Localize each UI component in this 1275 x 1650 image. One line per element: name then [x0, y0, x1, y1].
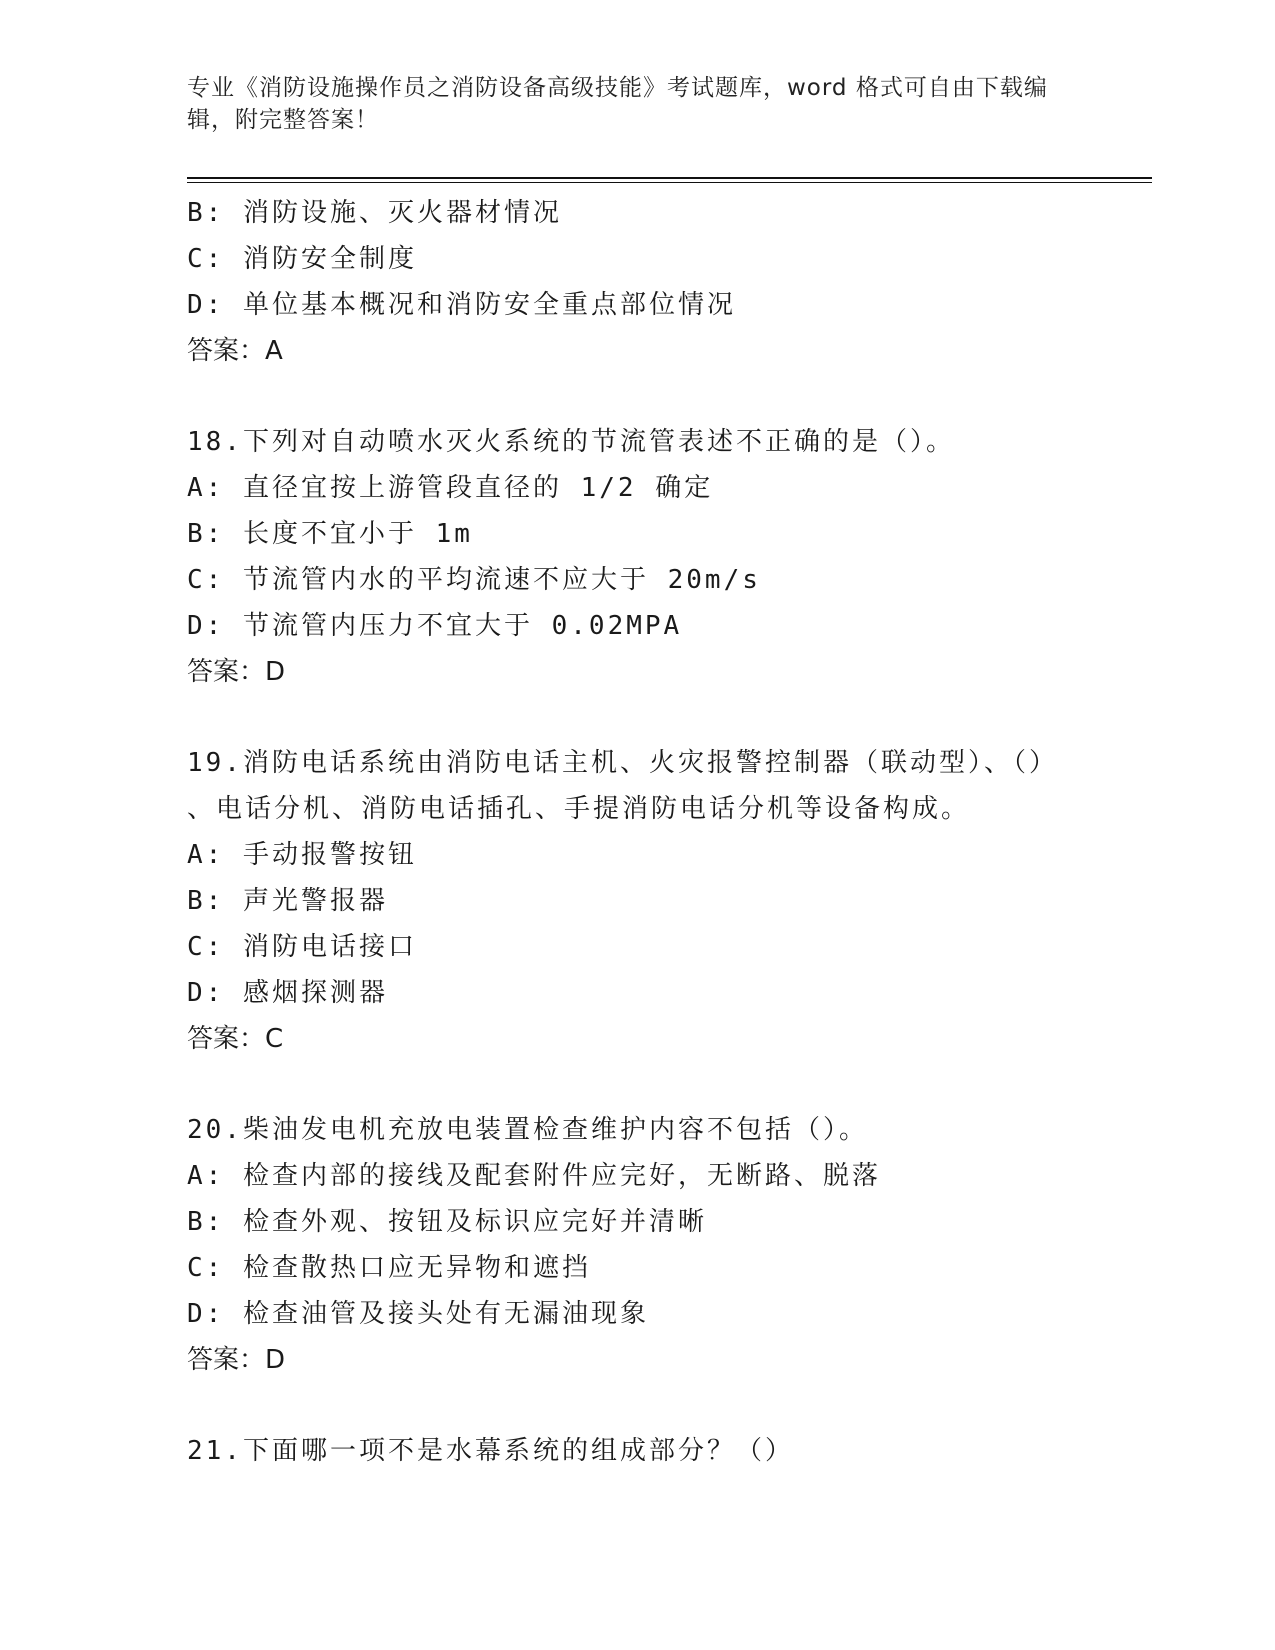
question-content [187, 190, 1152, 1474]
option-b: B: 检查外观、按钮及标识应完好并清晰 [187, 1207, 707, 1237]
question-text-line-2: 、电话分机、消防电话插孔、手提消防电话分机等设备构成。 [187, 794, 971, 824]
option-c: C: 消防电话接口 [187, 932, 417, 962]
option-d: D: 单位基本概况和消防安全重点部位情况 [187, 290, 736, 320]
option-b: B: 消防设施、灭火器材情况 [187, 198, 562, 228]
option-d: D: 节流管内压力不宜大于 0.02MPA [187, 611, 683, 641]
option-c: C: 检查散热口应无异物和遮挡 [187, 1253, 591, 1283]
header-divider-thin [187, 182, 1152, 183]
option-a: A: 检查内部的接线及配套附件应完好，无断路、脱落 [187, 1161, 881, 1191]
question-18-block [187, 419, 1152, 695]
option-a: A: 手动报警按钮 [187, 840, 417, 870]
question-text: 20.柴油发电机充放电装置检查维护内容不包括（）。 [187, 1115, 868, 1145]
question-21-block [187, 1428, 1152, 1474]
question-text: 18.下列对自动喷水灭火系统的节流管表述不正确的是（）。 [187, 427, 955, 457]
header-divider-thick [187, 177, 1152, 179]
answer: 答案：A [187, 336, 283, 366]
option-b: B: 声光警报器 [187, 886, 388, 916]
answer: 答案：C [187, 1024, 284, 1054]
question-text: 21.下面哪一项不是水幕系统的组成部分？（） [187, 1436, 794, 1466]
question-19-block [187, 740, 1152, 1062]
question-17-block [187, 190, 1152, 374]
option-c: C: 节流管内水的平均流速不应大于 20m/s [187, 565, 761, 595]
option-d: D: 感烟探测器 [187, 978, 388, 1008]
question-text-line-1: 19.消防电话系统由消防电话主机、火灾报警控制器（联动型）、（） [187, 748, 1058, 778]
option-b: B: 长度不宜小于 1m [187, 519, 473, 549]
option-d: D: 检查油管及接头处有无漏油现象 [187, 1299, 649, 1329]
header-line-2: 辑，附完整答案！ [187, 107, 379, 133]
option-c: C: 消防安全制度 [187, 244, 417, 274]
document-header [187, 72, 1067, 136]
answer: 答案：D [187, 657, 286, 687]
option-a: A: 直径宜按上游管段直径的 1/2 确定 [187, 473, 714, 503]
question-20-block [187, 1107, 1152, 1383]
answer: 答案：D [187, 1345, 286, 1375]
header-line-1: 专业《消防设施操作员之消防设备高级技能》考试题库，word 格式可自由下载编 [187, 75, 1048, 101]
